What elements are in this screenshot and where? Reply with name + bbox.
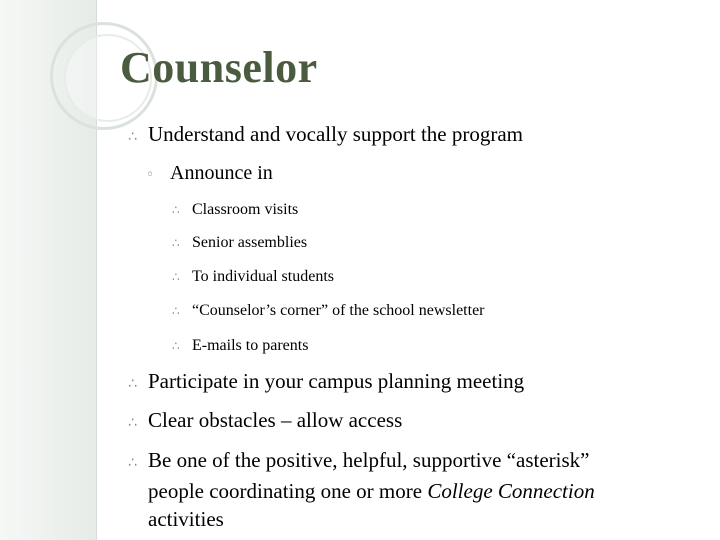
bullet-clear-obstacles — [128, 406, 402, 437]
bullet-marker-icon: ∴ — [128, 376, 137, 392]
list-item-text: Senior assemblies — [192, 234, 308, 251]
bullet-continuation — [128, 477, 698, 505]
list-item — [172, 233, 307, 253]
list-item — [172, 301, 485, 321]
bullet-marker-icon: ∴ — [172, 270, 180, 284]
bullet-text: Participate in your campus planning meeting — [148, 369, 525, 393]
bullet-text: Understand and vocally support the program — [148, 122, 523, 146]
list-item — [172, 336, 308, 356]
bullet-marker-icon: ∴ — [172, 339, 180, 353]
list-item-text: E-mails to parents — [192, 337, 309, 354]
college-connection-text: College Connection — [427, 479, 595, 503]
bullet-understand — [128, 120, 523, 151]
bullet-text-line3: activities — [148, 507, 224, 531]
sub-bullet-announce — [146, 160, 273, 188]
bullet-text-line1: Be one of the positive, helpful, supportive “asterisk” — [148, 448, 590, 472]
bullet-marker-icon: ∴ — [172, 236, 180, 250]
list-item-text: “Counselor’s corner” of the school newsletter — [192, 302, 485, 319]
bullet-marker-icon: ∴ — [128, 415, 137, 431]
sub-bullet-text: Announce in — [170, 162, 273, 184]
list-item-text: To individual students — [192, 268, 334, 285]
bullet-marker-icon: ∴ — [172, 203, 180, 217]
bullet-marker-icon: ∴ — [172, 304, 180, 318]
bullet-marker-icon: ∴ — [128, 455, 137, 471]
bullet-text: Clear obstacles – allow access — [148, 408, 403, 432]
bullet-participate — [128, 367, 524, 398]
list-item-text: Classroom visits — [192, 201, 299, 218]
circle-bullet-icon: ◦ — [146, 167, 155, 183]
bullet-text-line2: people coordinating one or more — [148, 479, 428, 503]
bullet-be-one-of — [128, 446, 698, 533]
slide-title: Counselor — [120, 43, 318, 92]
bullet-marker-icon: ∴ — [128, 129, 137, 145]
list-item — [172, 200, 298, 220]
list-item — [172, 267, 334, 287]
